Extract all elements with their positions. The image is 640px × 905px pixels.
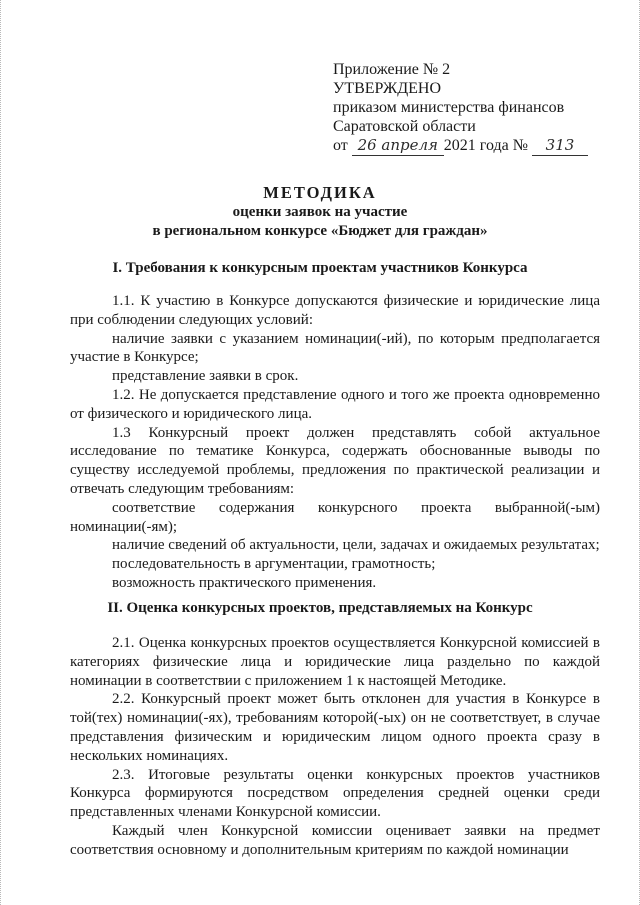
section-1-heading: I. Требования к конкурсным проектам участников Конкурса [112, 260, 528, 276]
date-line [333, 136, 613, 156]
paragraph: наличие сведений об актуальности, цели, задачах и ожидаемых результатах; [112, 537, 600, 554]
document-title: МЕТОДИКА [263, 183, 377, 202]
paragraph: 2.2. Конкурсный проект может быть отклонен для участия в Конкурсе в той(тех) номинации(-ях), требованиям которой(-ых) он не соответствует, в случае представления физическим и юридическим лицом одного проекта сразу в нескольких номинациях. [70, 691, 600, 764]
date-year: 2021 года № [443, 137, 528, 154]
approved-label: УТВЕРЖДЕНО [333, 80, 442, 97]
section-2-body [70, 634, 600, 860]
paragraph: наличие заявки с указанием номинации(-ий), по которым предполагается участие в Конкурсе; [70, 330, 600, 366]
paragraph: 2.3. Итоговые результаты оценки конкурсных проектов участников Конкурса формируются посредством определения средней оценки среди представленных членами Конкурсной комиссии. [70, 766, 600, 821]
paragraph: возможность практического применения. [112, 574, 377, 591]
document-subtitle-2: в региональном конкурсе «Бюджет для граждан» [152, 223, 488, 239]
paragraph: 1.3 Конкурсный проект должен представлять собой актуальное исследование по тематике Конкурса, содержать обоснованные выводы по существу исследуемой проблемы, предложения по практической реализации и отвечать следующим требованиям: [70, 424, 600, 497]
paragraph: представление заявки в срок. [112, 368, 299, 385]
handwritten-number: 313 [532, 136, 588, 156]
handwritten-date: 26 апреля [352, 136, 444, 156]
paragraph: Каждый член Конкурсной комиссии оценивает заявки на предмет соответствия основному и дополнительным критериям по каждой номинации [70, 822, 600, 858]
appendix-label: Приложение № 2 [333, 61, 451, 78]
section-1-body [70, 292, 600, 593]
paragraph: 2.1. Оценка конкурсных проектов осуществляется Конкурсной комиссией в категориях физические лица и юридические лица раздельно по каждой номинации в соответствии с приложением 1 к настоящей Методике. [70, 635, 600, 689]
order-line: приказом министерства финансов [333, 99, 565, 116]
approval-block [333, 60, 613, 156]
paragraph: соответствие содержания конкурсного проекта выбранной(-ым) номинации(-ям); [70, 499, 600, 535]
paragraph: 1.1. К участию в Конкурсе допускаются физические и юридические лица при соблюдении следующих условий: [70, 293, 600, 328]
region-line: Саратовской области [333, 118, 476, 135]
paragraph: 1.2. Не допускается представление одного и того же проекта одновременно от физического и юридического лица. [70, 386, 600, 422]
scan-edge-left [0, 0, 3, 905]
date-prefix: от [333, 137, 348, 154]
section-2-heading: II. Оценка конкурсных проектов, представляемых на Конкурс [107, 600, 533, 616]
document-subtitle-1: оценки заявок на участие [232, 204, 408, 220]
paragraph: последовательность в аргументации, грамотность; [112, 556, 436, 573]
